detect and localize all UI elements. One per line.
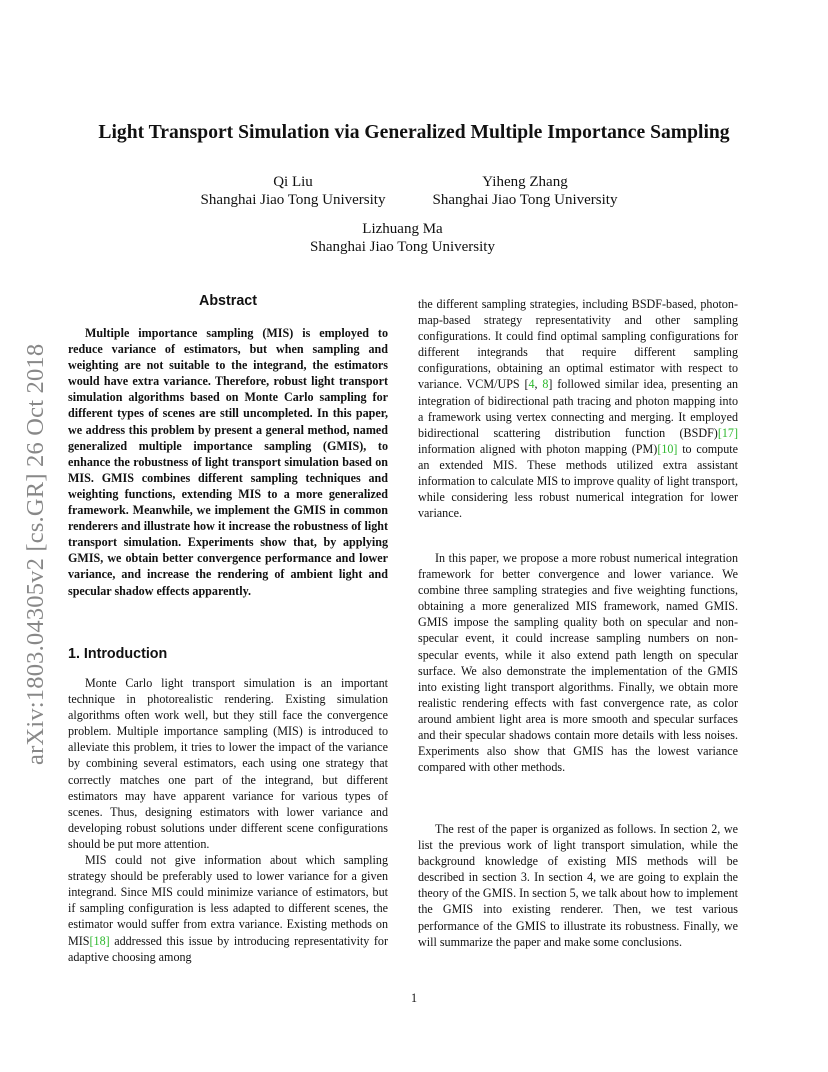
paragraph	[68, 852, 388, 965]
author-name: Yiheng Zhang	[482, 174, 568, 190]
citation-link[interactable]: 4	[528, 377, 535, 392]
right-column-paragraph	[418, 550, 738, 775]
paragraph	[418, 296, 738, 521]
page-number: 1	[410, 991, 418, 1005]
abstract-text: Multiple importance sampling (MIS) is employed to reduce variance of estimators, but when sampling and weighting are not suitable to the integrand, the estimators would have extra variance. Therefore, robust light transport simulation algorithms based on Monte Carlo sampling for different types of scenes are still uncompleted. In this paper, we address this problem by present a general method, named generalized multiple importance sampling (GMIS), to enhance the robustness of light transport simulation based on MIS. GMIS combines different sampling techniques and weighting functions, extending MIS to a more generalized framework. Meanwhile, we implement the GMIS in common renderers and illustrate how it increase the robustness of light transport simulation. Experiments show that, by applying GMIS, we obtain better convergence performance and lower variance, and increase the rendering of ambient light and specular shadow effects apparently.	[68, 326, 388, 598]
paragraph: The rest of the paper is organized as follows. In section 2, we list the previous work of light transport simulation, while the background knowledge of existing MIS methods will be described in section 3. In section 4, we are going to explain the theory of the GMIS. In section 5, we talk about how to implement the GMIS into existing renderer. Then, we test various performance of the GMIS to illustrate its robustness. Finally, we will summarize the paper and make some conclusions.	[418, 822, 738, 949]
author-affiliation: Shanghai Jiao Tong University	[200, 192, 386, 208]
paper-title: Light Transport Simulation via Generalized Multiple Importance Sampling	[98, 122, 730, 143]
author-name: Qi Liu	[273, 174, 313, 190]
paragraph-text: information aligned with photon mapping (PM)	[418, 441, 658, 456]
author-affiliation: Shanghai Jiao Tong University	[432, 192, 618, 208]
citation-link[interactable]: 8	[542, 377, 549, 392]
right-column-paragraph	[418, 821, 738, 950]
right-column-continuation	[418, 296, 738, 521]
citation-link[interactable]: [17]	[717, 425, 738, 440]
paragraph-text: MIS could not give information about which sampling strategy should be preferably used to lower variance for a given integrand. Since MIS could minimize variance of estimators, but if sampling configuration is less adapted to different scenes, the estimator would suffer from extra variance. Existing methods on MIS	[68, 853, 388, 948]
paragraph: In this paper, we propose a more robust numerical integration framework for better convergence and lower variance. We combine three sampling strategies and five weighting functions, obtaining a more generalized MIS framework, named GMIS. GMIS impose the sampling quality both on specular and non-specular event, it could increase sampling numbers on non-specular events, while it also extend path length on specular surface. We also demonstrate the implementation of the GMIS into existing light transport algorithms. Finally, we obtain more realistic rendering effects with fast convergence rate, as color around ambient light area is more smooth and specular surfaces and their specular shadows contain more details with less noises. Experiments also show that GMIS has the lowest variance compared with other methods.	[418, 551, 738, 775]
introduction-body	[68, 675, 388, 965]
abstract-body	[68, 325, 388, 599]
author-block	[193, 173, 393, 209]
arxiv-identifier: arXiv:1803.04305v2 [cs.GR] 26 Oct 2018	[22, 343, 49, 765]
author-block	[410, 173, 640, 209]
paragraph: Monte Carlo light transport simulation is an important technique in photorealistic rendering. Existing simulation algorithms often work well, but they still face the convergence problem. Multiple importance sampling (MIS) is introduced to alleviate this problem, it tries to lower the impact of the variance by combining several estimators, each using one strategy that correctly matches one part of the integrand, but different estimators may have apparent variance for various types of scenes. Thus, designing estimators with lower variance and developing robust solutions under different scene configurations should be put more attention.	[68, 676, 388, 851]
paragraph-text: the different sampling strategies, including BSDF-based, photon-map-based strategy representativity and other sampling configurations. It could find optimal sampling configurations for different integrands that require different sampling configurations, obtaining an optimal estimator with respect to variance. VCM/UPS [	[418, 297, 738, 392]
paragraph-text: ,	[534, 377, 543, 392]
paragraph-text: addressed this issue by introducing representativity for adaptive choosing among	[68, 933, 388, 964]
citation-link[interactable]: [10]	[657, 441, 678, 456]
section-heading-introduction: 1. Introduction	[68, 646, 168, 662]
paragraph-text: ] followed similar idea, presenting an integration of bidirectional path tracing and photon mapping into a framework using vertex connecting and merging. It employed bidirectional scattering distribution function (BSDF)	[418, 377, 738, 440]
paragraph-text: to compute an extended MIS. These methods utilized extra assistant information to calculate MIS to improve quality of light transport, while considering less robust numerical integration for lower variance.	[418, 441, 738, 521]
author-block	[290, 220, 515, 256]
citation-link[interactable]: [18]	[89, 933, 110, 948]
author-name: Lizhuang Ma	[362, 221, 443, 237]
abstract-heading: Abstract	[199, 293, 257, 309]
author-affiliation: Shanghai Jiao Tong University	[310, 239, 495, 255]
